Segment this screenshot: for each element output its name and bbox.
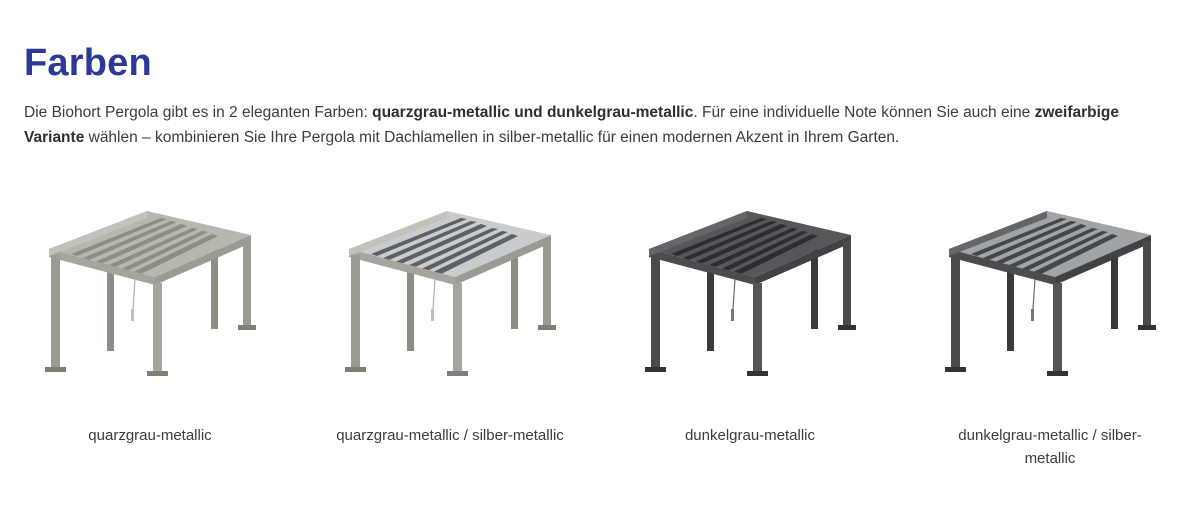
pergola-gallery — [0, 186, 1200, 471]
intro-bold-variant: zweifarbige Variante — [24, 103, 1120, 147]
pergola-illustration — [35, 191, 265, 391]
pergola-image-quarzgrau-metallic — [20, 186, 280, 396]
intro-text-part2: . Für eine individuelle Note können Sie auch eine — [693, 103, 1035, 121]
pergola-illustration — [635, 191, 865, 391]
pergola-image-dunkelgrau-metallic — [620, 186, 880, 396]
intro-bold-colors: quarzgrau-metallic und dunkelgrau-metallic — [372, 103, 694, 121]
intro-paragraph — [24, 100, 1176, 151]
intro-text-part1: Die Biohort Pergola gibt es in 2 eleganten Farben: — [24, 103, 373, 121]
page-title: Farben — [24, 42, 152, 85]
gallery-item-caption: quarzgrau-metallic / silber-metallic — [336, 427, 564, 444]
gallery-item — [900, 186, 1200, 471]
gallery-item — [300, 186, 600, 447]
pergola-illustration — [935, 191, 1165, 391]
pergola-image-quarzgrau-silber-metallic — [320, 186, 580, 396]
pergola-image-dunkelgrau-silber-metallic — [920, 186, 1180, 396]
gallery-item — [0, 186, 300, 447]
gallery-item-caption: dunkelgrau-metallic — [684, 427, 816, 444]
gallery-item — [600, 186, 900, 447]
intro-text-part3: wählen – kombinieren Sie Ihre Pergola mit Dachlamellen in silber-metallic für einen modernen Akzent in Ihrem Garten. — [84, 129, 900, 147]
pergola-illustration — [335, 191, 565, 391]
gallery-item-caption: quarzgrau-metallic — [88, 427, 212, 444]
gallery-item-caption: dunkelgrau-metallic / silber-metallic — [958, 427, 1142, 468]
